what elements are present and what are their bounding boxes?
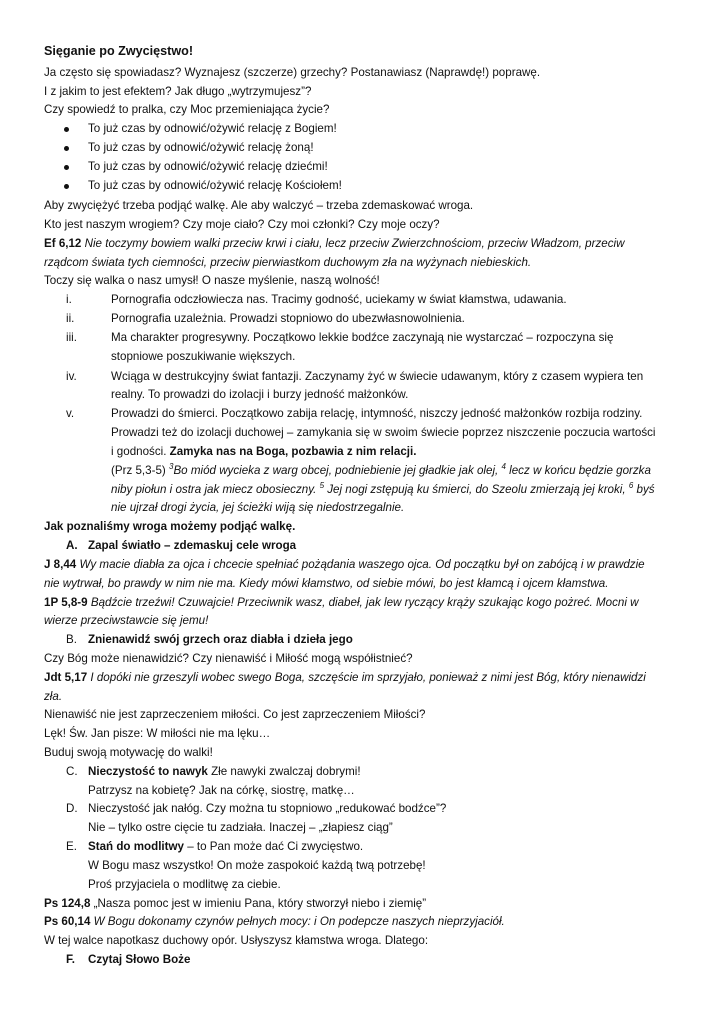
roman-item-line <box>111 443 695 462</box>
jdt-quote-line-2: zła. <box>44 690 63 703</box>
bullet-item: To już czas by odnowić/ożywić relację z Bogiem! <box>88 122 337 135</box>
bullet-item: To już czas by odnowić/ożywić relację żoną! <box>88 141 314 154</box>
bullet-icon <box>64 146 69 151</box>
ps-60-reference: Ps 60,14 <box>44 915 91 928</box>
p1-quote-line-2: wierze przeciwstawcie się jemu! <box>44 614 209 627</box>
verse-number: 3 <box>168 462 174 472</box>
section-c-title: Nieczystość to nawyk <box>88 765 208 778</box>
intro-line-3: Czy spowiedź to pralka, czy Moc przemieniająca życie? <box>44 103 330 116</box>
bullet-icon <box>64 127 69 132</box>
roman-item-line: Prowadzi też do izolacji duchowej – zamykania się w swoim świecie poprzez niszczenie poczucia wartości <box>111 426 656 439</box>
paragraph-walka-1: Aby zwyciężyć trzeba podjąć walkę. Ale aby walczyć – trzeba zdemaskować wroga. <box>44 199 474 212</box>
j-quote-line-2: nie wytrwał, bo prawdy w nim nie ma. Kiedy mówi kłamstwo, od siebie mówi, bo jest kłamcą i ojcem kłamstwa. <box>44 577 609 590</box>
verse-number: 5 <box>319 481 325 491</box>
emphasis-text: Zamyka nas na Boga, pozbawia z nim relacji. <box>169 445 417 458</box>
section-e-line-3: Proś przyjaciela o modlitwę za ciebie. <box>88 878 281 891</box>
ps-124-line <box>44 895 695 914</box>
roman-numeral: iii. <box>66 331 77 344</box>
p1-reference: 1P 5,8-9 <box>44 596 88 609</box>
bullet-item: To już czas by odnowić/ożywić relację Kościołem! <box>88 179 342 192</box>
prz-quote-line-2 <box>111 481 695 500</box>
section-f-title: Czytaj Słowo Boże <box>88 953 191 966</box>
roman-item-line: Pornografia odczłowiecza nas. Tracimy godność, uciekamy w świat kłamstwa, udawania. <box>111 293 567 306</box>
prz-quote-line-1 <box>111 462 695 481</box>
section-b-title: Znienawidź swój grzech oraz diabła i dzieła jego <box>88 633 353 646</box>
ef-reference: Ef 6,12 <box>44 237 82 250</box>
verse-number: 6 <box>628 481 634 491</box>
p1-quote-text: Bądźcie trzeźwi! Czuwajcie! Przeciwnik wasz, diabeł, jak lew ryczący krąży szukając kogo pożreć. Mocni w <box>87 596 639 609</box>
paragraph-umysl: Toczy się walka o nasz umysł! O nasze myślenie, naszą wolność! <box>44 274 380 287</box>
ef-quote-line-1 <box>44 235 695 254</box>
section-letter: A. <box>66 539 78 552</box>
prz-quote-text: Bo miód wycieka z warg obcej, podniebienie jej gładkie jak olej, <box>173 464 502 477</box>
ps-60-text: W Bogu dokonamy czynów pełnych mocy: i On podepcze naszych nieprzyjaciół. <box>90 915 505 928</box>
bullet-icon <box>64 165 69 170</box>
section-letter: D. <box>66 802 78 815</box>
paragraph-walka-2: Kto jest naszym wrogiem? Czy moje ciało? Czy moi członki? Czy moje oczy? <box>44 218 440 231</box>
text-fragment: i godności. <box>111 445 170 458</box>
roman-item-line: Wciąga w destrukcyjny świat fantazji. Zaczynamy żyć w świecie udawanym, który z czasem wypiera ten <box>111 370 644 383</box>
section-letter: E. <box>66 840 77 853</box>
p1-quote-line-1 <box>44 594 695 613</box>
section-d-line-1: Nieczystość jak nałóg. Czy można tu stopniowo „redukować bodźce”? <box>88 802 447 815</box>
paragraph-lek: Lęk! Św. Jan pisze: W miłości nie ma lęku… <box>44 727 271 740</box>
section-e-text: – to Pan może dać Ci zwycięstwo. <box>183 840 364 853</box>
ef-quote-line-2: rządcom świata tych ciemności, przeciw pierwiastkom duchowym zła na wyżynach niebieskich. <box>44 256 532 269</box>
j-quote-line-1 <box>44 556 695 575</box>
prz-quote-text: byś <box>633 483 655 496</box>
section-c-text: Złe nawyki zwalczaj dobrymi! <box>207 765 361 778</box>
prz-quote-text: niby piołun i ostra jak miecz obosieczny. <box>111 483 320 496</box>
jdt-quote-line-1 <box>44 669 695 688</box>
roman-item-line: Prowadzi do śmierci. Początkowo zabija relację, intymność, niszczy jedność małżonków rozbija rodziny. <box>111 407 643 420</box>
paragraph-walce: W tej walce napotkasz duchowy opór. Usłyszysz kłamstwa wroga. Dlatego: <box>44 934 429 947</box>
document-title: Sięganie po Zwycięstwo! <box>44 44 194 58</box>
ef-quote-text: Nie toczymy bowiem walki przeciw krwi i ciału, lecz przeciw Zwierzchnościom, przeciw Władzom, przeciw <box>81 237 625 250</box>
verse-number: 4 <box>501 462 506 472</box>
roman-numeral: ii. <box>66 312 75 325</box>
section-d-line-2: Nie – tylko ostre cięcie tu zadziała. Inaczej – „złapiesz ciąg” <box>88 821 393 834</box>
bullet-item: To już czas by odnowić/ożywić relację dziećmi! <box>88 160 328 173</box>
intro-line-2: I z jakim to jest efektem? Jak długo „wytrzymujesz”? <box>44 85 312 98</box>
paragraph-nienawidzic: Czy Bóg może nienawidzić? Czy nienawiść i Miłość mogą współistnieć? <box>44 652 413 665</box>
section-letter: B. <box>66 633 77 646</box>
roman-item-line: realny. To prowadzi do izolacji i burzy jedność małżonków. <box>111 388 409 401</box>
ps-60-line <box>44 913 695 932</box>
section-a-title: Zapal światło – zdemaskuj cele wroga <box>88 539 297 552</box>
section-e-line-1 <box>88 838 695 857</box>
roman-numeral: iv. <box>66 370 77 383</box>
ps-124-text: „Nasza pomoc jest w imieniu Pana, który stworzył niebo i ziemię” <box>90 897 427 910</box>
roman-numeral: v. <box>66 407 75 420</box>
heading-poznalismy: Jak poznaliśmy wroga możemy podjąć walkę. <box>44 520 296 533</box>
j-reference: J 8,44 <box>44 558 77 571</box>
prz-quote-text: lecz w końcu będzie gorzka <box>505 464 651 477</box>
roman-item-line: Ma charakter progresywny. Początkowo lekkie bodźce zaczynają nie wystarczać – rozpoczyna się <box>111 331 614 344</box>
prz-reference: (Prz 5,3-5) <box>111 464 169 477</box>
jdt-reference: Jdt 5,17 <box>44 671 88 684</box>
section-c-line-2: Patrzysz na kobietę? Jak na córkę, siostrę, matkę… <box>88 784 355 797</box>
prz-quote-line-3: nie ujrzał drogi życia, jej ścieżki wiją się niedostrzegalnie. <box>111 501 405 514</box>
intro-line-1: Ja często się spowiadasz? Wyznajesz (szczerze) grzechy? Postanawiasz (Naprawdę!) poprawę. <box>44 66 541 79</box>
paragraph-nienawisc: Nienawiść nie jest zaprzeczeniem miłości. Co jest zaprzeczeniem Miłości? <box>44 708 426 721</box>
jdt-quote-text: I dopóki nie grzeszyli wobec swego Boga, szczęście im sprzyjało, ponieważ z nimi jest Bóg, który nienawidzi <box>87 671 646 684</box>
roman-item-line: Pornografia uzależnia. Prowadzi stopniowo do ubezwłasnowolnienia. <box>111 312 465 325</box>
bullet-icon <box>64 184 69 189</box>
roman-numeral: i. <box>66 293 72 306</box>
section-c-line-1 <box>88 763 695 782</box>
section-e-title: Stań do modlitwy <box>88 840 184 853</box>
ps-124-reference: Ps 124,8 <box>44 897 91 910</box>
roman-item-line: stopniowe poszukiwanie większych. <box>111 350 296 363</box>
j-quote-text: Wy macie diabła za ojca i chcecie spełniać pożądania waszego ojca. Od początku był on zabójcą i w prawdzie <box>76 558 645 571</box>
prz-quote-text: Jej nogi zstępują ku śmierci, do Szeolu zmierzają jej kroki, <box>324 483 629 496</box>
section-letter: C. <box>66 765 78 778</box>
paragraph-buduj: Buduj swoją motywację do walki! <box>44 746 213 759</box>
section-letter: F. <box>66 953 76 966</box>
section-e-line-2: W Bogu masz wszystko! On może zaspokoić każdą twą potrzebę! <box>88 859 426 872</box>
